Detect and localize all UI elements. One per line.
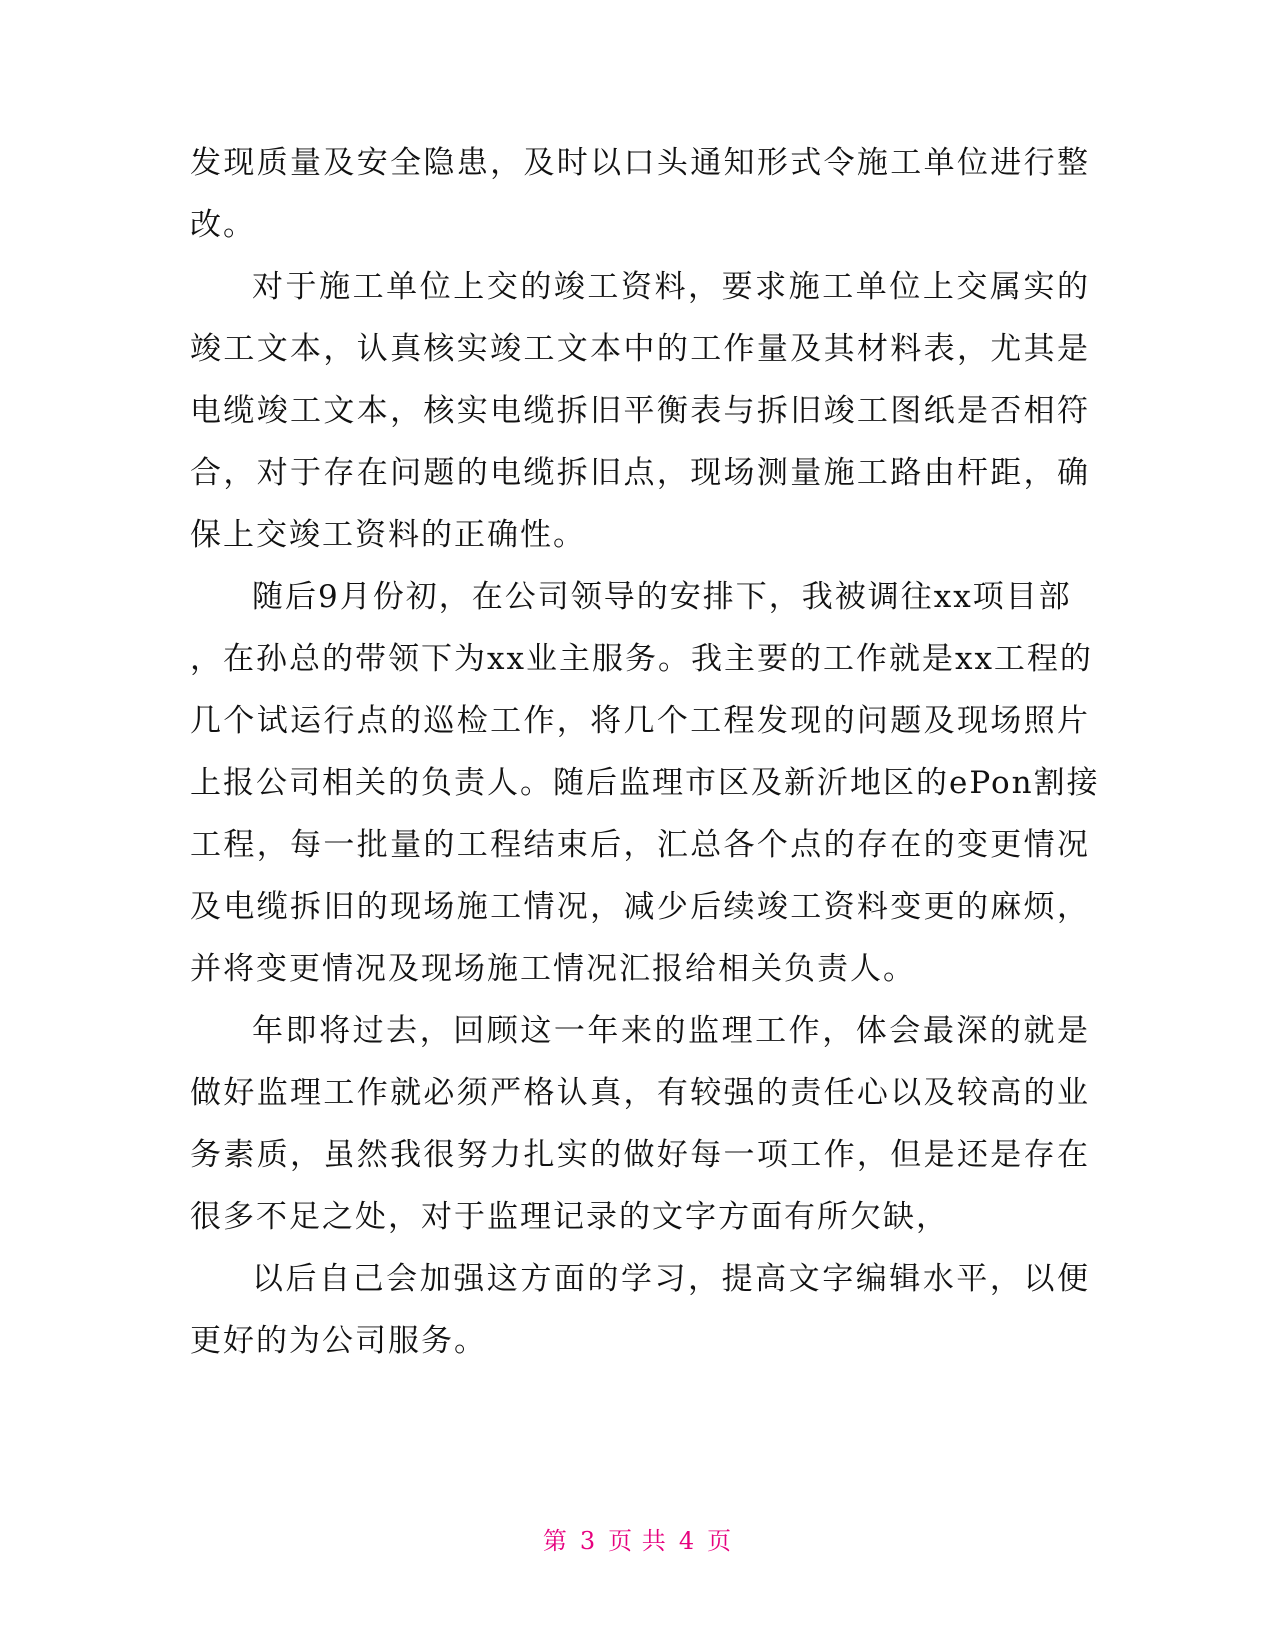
text-line: 更好的为公司服务。 bbox=[190, 1323, 487, 1359]
text-line: 几个试运行点的巡检工作，将几个工程发现的问题及现场照片 bbox=[190, 703, 1090, 739]
footer-suffix: 页 bbox=[707, 1527, 733, 1555]
text-line: ，在孙总的带领下为xx业主服务。我主要的工作就是xx工程的 bbox=[190, 641, 1093, 677]
text-line: 上报公司相关的负责人。随后监理市区及新沂地区的ePon割接 bbox=[190, 765, 1100, 801]
text-line: 年即将过去，回顾这一年来的监理工作，体会最深的就是 bbox=[252, 1013, 1090, 1049]
text-line: 改。 bbox=[190, 207, 256, 243]
text-line: 竣工文本，认真核实竣工文本中的工作量及其材料表，尤其是 bbox=[190, 331, 1090, 367]
text-line: 并将变更情况及现场施工情况汇报给相关负责人。 bbox=[190, 951, 916, 987]
page-footer bbox=[0, 1525, 1275, 1557]
text-line: 工程，每一批量的工程结束后，汇总各个点的存在的变更情况 bbox=[190, 827, 1090, 863]
text-line: 发现质量及安全隐患，及时以口头通知形式令施工单位进行整 bbox=[190, 145, 1090, 181]
text-line: 以后自己会加强这方面的学习，提高文字编辑水平，以便 bbox=[252, 1261, 1090, 1297]
text-line: 务素质，虽然我很努力扎实的做好每一项工作，但是还是存在 bbox=[190, 1137, 1090, 1173]
footer-prefix: 第 bbox=[542, 1527, 568, 1555]
footer-middle: 页 共 bbox=[608, 1527, 667, 1555]
text-line: 电缆竣工文本，核实电缆拆旧平衡表与拆旧竣工图纸是否相符 bbox=[190, 393, 1090, 429]
text-line: 保上交竣工资料的正确性。 bbox=[190, 517, 586, 553]
text-line: 做好监理工作就必须严格认真，有较强的责任心以及较高的业 bbox=[190, 1075, 1090, 1111]
total-pages-number: 4 bbox=[678, 1527, 696, 1555]
current-page-number: 3 bbox=[579, 1527, 597, 1555]
text-line: 随后9月份初，在公司领导的安排下，我被调往xx项目部 bbox=[252, 579, 1072, 615]
text-line: 对于施工单位上交的竣工资料，要求施工单位上交属实的 bbox=[252, 269, 1090, 305]
text-line: 合，对于存在问题的电缆拆旧点，现场测量施工路由杆距，确 bbox=[190, 455, 1090, 491]
text-line: 及电缆拆旧的现场施工情况，减少后续竣工资料变更的麻烦， bbox=[190, 889, 1090, 925]
text-line: 很多不足之处，对于监理记录的文字方面有所欠缺， bbox=[190, 1199, 949, 1235]
